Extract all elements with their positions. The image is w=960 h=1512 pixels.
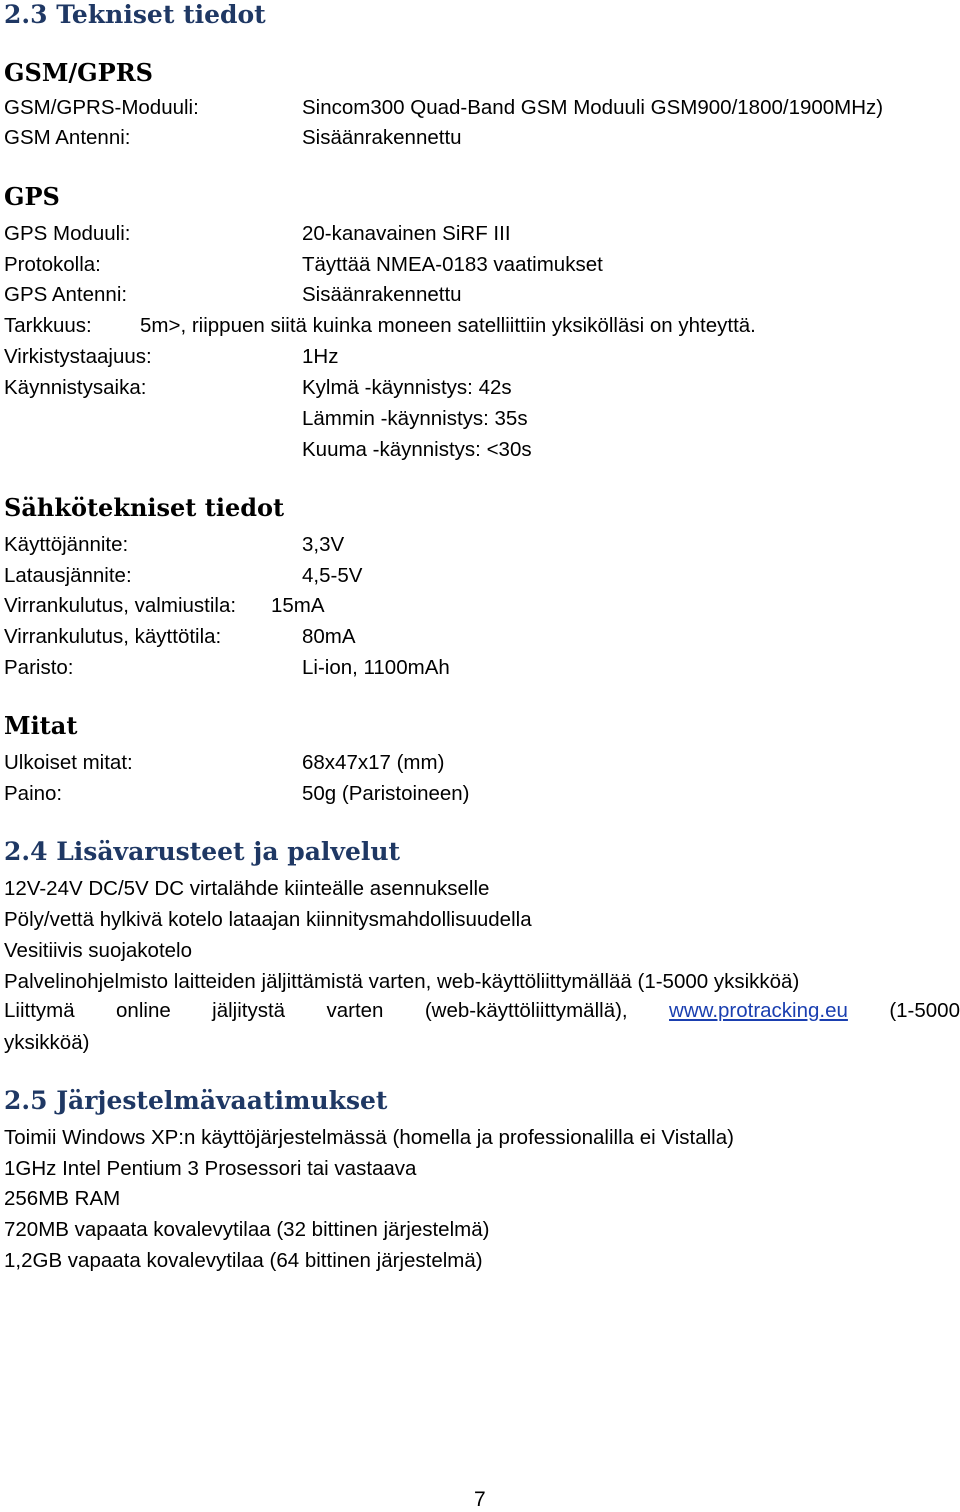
spec-value: 4,5-5V	[302, 564, 363, 587]
requirement-item: Toimii Windows XP:n käyttöjärjestelmässä (homella ja professionalilla ei Vistalla)	[4, 1126, 734, 1149]
spec-value: 50g (Paristoineen)	[302, 782, 470, 805]
section-title-requirements: 2.5 Järjestelmävaatimukset	[4, 1086, 388, 1115]
spec-value: 15mA	[271, 594, 325, 617]
requirement-item: 256MB RAM	[4, 1187, 121, 1210]
accessory-item: Vesitiivis suojakotelo	[4, 939, 193, 962]
heading-gsm-gprs: GSM/GPRS	[4, 58, 153, 87]
requirement-item: 720MB vapaata kovalevytilaa (32 bittinen järjestelmä)	[4, 1218, 490, 1241]
section-title-accessories: 2.4 Lisävarusteet ja palvelut	[4, 837, 401, 866]
startup-label: Käynnistysaika:	[4, 376, 147, 399]
spec-label: Protokolla:	[4, 253, 101, 276]
startup-value: Kylmä -käynnistys: 42s	[302, 376, 512, 399]
protracking-link[interactable]: www.protracking.eu	[669, 999, 848, 1022]
requirement-item: 1,2GB vapaata kovalevytilaa (64 bittinen järjestelmä)	[4, 1249, 483, 1272]
spec-value: Sisäänrakennettu	[302, 126, 462, 149]
spec-label: Paristo:	[4, 656, 74, 679]
spec-label: Käyttöjännite:	[4, 533, 129, 556]
accessory-item: Pöly/vettä hylkivä kotelo lataajan kiinnitysmahdollisuudella	[4, 908, 532, 931]
page-number: 7	[474, 1488, 486, 1511]
accessory-item: 12V-24V DC/5V DC virtalähde kiinteälle asennukselle	[4, 877, 490, 900]
spec-label: Paino:	[4, 782, 63, 805]
spec-value: Täyttää NMEA-0183 vaatimukset	[302, 253, 603, 276]
spec-value: 3,3V	[302, 533, 345, 556]
heading-electrical: Sähkötekniset tiedot	[4, 493, 285, 522]
spec-label: Latausjännite:	[4, 564, 132, 587]
spec-value: Sisäänrakennettu	[302, 283, 462, 306]
online-tracking-range: (1-5000	[889, 999, 960, 1022]
spec-label: GSM/GPRS-Moduuli:	[4, 96, 199, 119]
spec-value: Li-ion, 1100mAh	[302, 656, 450, 679]
spec-label: GSM Antenni:	[4, 126, 131, 149]
online-tracking-text: Liittymä online jäljitystä varten (web-käyttöliittymällä),	[4, 999, 628, 1022]
spec-value: 80mA	[302, 625, 356, 648]
frequency-label: Virkistystaajuus:	[4, 345, 152, 368]
startup-value: Lämmin -käynnistys: 35s	[302, 407, 528, 430]
accuracy-value: 5m>, riippuen siitä kuinka moneen satelliittiin yksikölläsi on yhteyttä.	[140, 314, 756, 337]
spec-value: 20-kanavainen SiRF III	[302, 222, 511, 245]
online-tracking-line	[4, 996, 960, 1026]
spec-label: Virrankulutus, valmiustila:	[4, 594, 237, 617]
spec-label: GPS Antenni:	[4, 283, 128, 306]
spec-label: Ulkoiset mitat:	[4, 751, 133, 774]
online-tracking-wrap: yksikköä)	[4, 1031, 90, 1054]
requirement-item: 1GHz Intel Pentium 3 Prosessori tai vastaava	[4, 1157, 417, 1180]
accessory-item: Palvelinohjelmisto laitteiden jäljittämistä varten, web-käyttöliittymällää (1-5000 yksikköä)	[4, 970, 800, 993]
section-title-tekniset-tiedot: 2.3 Tekniset tiedot	[4, 0, 266, 29]
frequency-value: 1Hz	[302, 345, 339, 368]
heading-dimensions: Mitat	[4, 711, 78, 740]
startup-value: Kuuma -käynnistys: <30s	[302, 438, 532, 461]
spec-label: Virrankulutus, käyttötila:	[4, 625, 222, 648]
spec-value: 68x47x17 (mm)	[302, 751, 445, 774]
spec-label: GPS Moduuli:	[4, 222, 131, 245]
heading-gps: GPS	[4, 182, 60, 211]
spec-value: Sincom300 Quad-Band GSM Moduuli GSM900/1800/1900MHz)	[302, 96, 884, 119]
accuracy-label: Tarkkuus:	[4, 314, 92, 337]
